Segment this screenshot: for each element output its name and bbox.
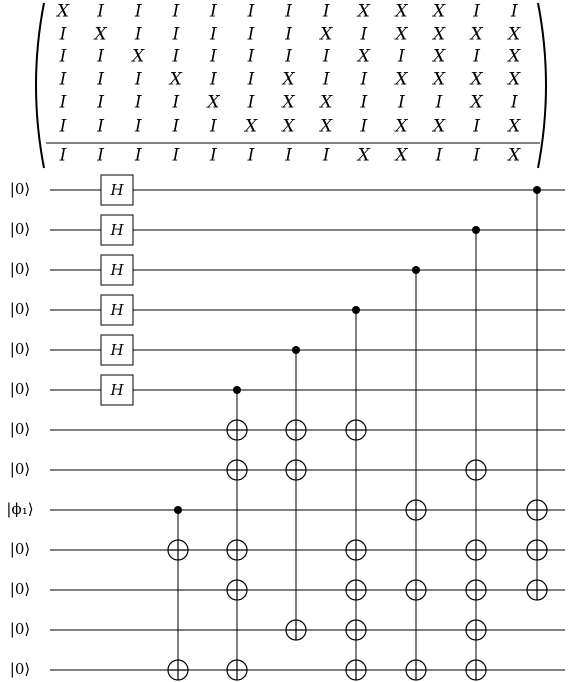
control-dot bbox=[292, 346, 300, 354]
matrix-entry: I bbox=[360, 24, 368, 45]
matrix-entry: I bbox=[210, 46, 217, 67]
matrix-entry: I bbox=[473, 1, 480, 22]
matrix-entry: I bbox=[322, 145, 330, 166]
matrix-entry: X bbox=[320, 92, 333, 113]
control-dot bbox=[174, 506, 182, 514]
matrix-entry: X bbox=[244, 116, 258, 137]
matrix-entry: I bbox=[210, 1, 217, 22]
matrix-entry: X bbox=[432, 69, 446, 90]
matrix-entry: I bbox=[97, 1, 104, 22]
matrix-entry: I bbox=[210, 116, 217, 137]
matrix-entry: I bbox=[134, 92, 142, 113]
control-dot bbox=[412, 266, 420, 274]
qubit-label: |0⟩ bbox=[9, 380, 31, 398]
matrix-entry: X bbox=[56, 1, 70, 22]
matrix-entry: X bbox=[395, 69, 408, 90]
matrix-entry: X bbox=[132, 46, 145, 67]
matrix-entry: I bbox=[360, 69, 368, 90]
qubit-label: |0⟩ bbox=[9, 220, 31, 238]
matrix-entry: X bbox=[395, 24, 408, 45]
matrix-entry: X bbox=[508, 46, 521, 67]
matrix-entry: I bbox=[247, 92, 255, 113]
matrix-entry: I bbox=[97, 116, 104, 137]
matrix-entry: X bbox=[357, 1, 370, 22]
matrix-entry: X bbox=[282, 69, 295, 90]
matrix-entry: X bbox=[169, 69, 182, 90]
matrix-entry: X bbox=[395, 116, 408, 137]
matrix-entry: X bbox=[282, 92, 295, 113]
matrix-entry: I bbox=[285, 1, 292, 22]
control-dot bbox=[352, 306, 360, 314]
matrix-entry: I bbox=[360, 116, 368, 137]
matrix-entry: X bbox=[432, 1, 446, 22]
matrix-entry: I bbox=[510, 1, 518, 22]
matrix-entry: I bbox=[172, 1, 180, 22]
matrix-entry: X bbox=[395, 145, 408, 166]
qubit-label: |0⟩ bbox=[9, 620, 31, 638]
matrix-entry: I bbox=[210, 24, 217, 45]
matrix-entry: I bbox=[322, 1, 330, 22]
control-dot bbox=[533, 186, 541, 194]
matrix-entry: I bbox=[210, 145, 217, 166]
matrix-entry: I bbox=[97, 46, 104, 67]
matrix-entry: X bbox=[320, 24, 333, 45]
qubit-label: |0⟩ bbox=[9, 660, 31, 678]
matrix-entry: I bbox=[360, 92, 368, 113]
matrix-entry: I bbox=[172, 92, 180, 113]
matrix-entry: I bbox=[134, 24, 142, 45]
matrix-entry: I bbox=[134, 1, 142, 22]
matrix-entry: I bbox=[97, 69, 104, 90]
matrix-entry: X bbox=[94, 24, 107, 45]
qubit-label: |0⟩ bbox=[9, 420, 31, 438]
matrix-entry: I bbox=[322, 46, 330, 67]
control-dot bbox=[233, 386, 241, 394]
matrix-entry: I bbox=[172, 46, 180, 67]
matrix-entry: I bbox=[172, 24, 180, 45]
qubit-label: |0⟩ bbox=[9, 300, 31, 318]
matrix-entry: I bbox=[285, 145, 292, 166]
matrix-entry: I bbox=[285, 24, 292, 45]
matrix-entry: I bbox=[134, 116, 142, 137]
matrix-entry: X bbox=[357, 46, 370, 67]
matrix-entry: I bbox=[473, 116, 480, 137]
matrix-entry: I bbox=[473, 46, 480, 67]
matrix-entry: I bbox=[97, 145, 104, 166]
matrix-entry: X bbox=[432, 46, 446, 67]
hadamard-label: H bbox=[110, 301, 124, 319]
matrix-entry: I bbox=[59, 46, 67, 67]
qubit-label: |ϕ₁⟩ bbox=[6, 500, 34, 518]
matrix-entry: X bbox=[282, 116, 295, 137]
matrix-entry: I bbox=[247, 69, 255, 90]
matrix-left-bracket bbox=[36, 3, 44, 168]
matrix-entry: I bbox=[210, 69, 217, 90]
matrix-entry: X bbox=[508, 69, 521, 90]
matrix-entry: X bbox=[395, 1, 408, 22]
matrix-entry: X bbox=[470, 24, 483, 45]
matrix-entry: X bbox=[432, 116, 446, 137]
matrix-entry: I bbox=[172, 116, 180, 137]
matrix-entry: X bbox=[508, 24, 521, 45]
matrix-entry: I bbox=[435, 92, 443, 113]
matrix-entry: I bbox=[322, 69, 330, 90]
control-dot bbox=[472, 226, 480, 234]
matrix-entry: I bbox=[59, 24, 67, 45]
qubit-label: |0⟩ bbox=[9, 540, 31, 558]
matrix-entry: I bbox=[473, 145, 480, 166]
matrix-entry: I bbox=[59, 145, 67, 166]
matrix-entry: I bbox=[134, 145, 142, 166]
qubit-label: |0⟩ bbox=[9, 340, 31, 358]
qubit-label: |0⟩ bbox=[9, 180, 31, 198]
hadamard-label: H bbox=[110, 261, 124, 279]
matrix-entry: I bbox=[172, 145, 180, 166]
matrix-entry: X bbox=[357, 145, 370, 166]
matrix-entry: I bbox=[285, 46, 292, 67]
matrix-entry: X bbox=[470, 69, 483, 90]
matrix-entry: I bbox=[134, 69, 142, 90]
hadamard-label: H bbox=[110, 381, 124, 399]
matrix-entry: I bbox=[247, 46, 255, 67]
qubit-label: |0⟩ bbox=[9, 580, 31, 598]
matrix-entry: I bbox=[510, 92, 518, 113]
matrix-entry: I bbox=[435, 145, 443, 166]
matrix-entry: X bbox=[470, 92, 483, 113]
hadamard-label: H bbox=[110, 341, 124, 359]
matrix-entry: X bbox=[320, 116, 333, 137]
hadamard-label: H bbox=[110, 221, 124, 239]
matrix-entry: I bbox=[398, 46, 405, 67]
qubit-label: |0⟩ bbox=[9, 260, 31, 278]
matrix-entry: X bbox=[207, 92, 220, 113]
matrix-entry: I bbox=[247, 1, 255, 22]
matrix-entry: X bbox=[508, 116, 521, 137]
matrix-entry: I bbox=[59, 69, 67, 90]
matrix-entry: I bbox=[97, 92, 104, 113]
matrix-entry: I bbox=[59, 116, 67, 137]
matrix-entry: X bbox=[432, 24, 446, 45]
qubit-label: |0⟩ bbox=[9, 460, 31, 478]
hadamard-label: H bbox=[110, 181, 124, 199]
matrix-entry: I bbox=[398, 92, 405, 113]
matrix-entry: X bbox=[508, 145, 521, 166]
matrix-entry: I bbox=[59, 92, 67, 113]
matrix-entry: I bbox=[247, 145, 255, 166]
matrix-entry: I bbox=[247, 24, 255, 45]
